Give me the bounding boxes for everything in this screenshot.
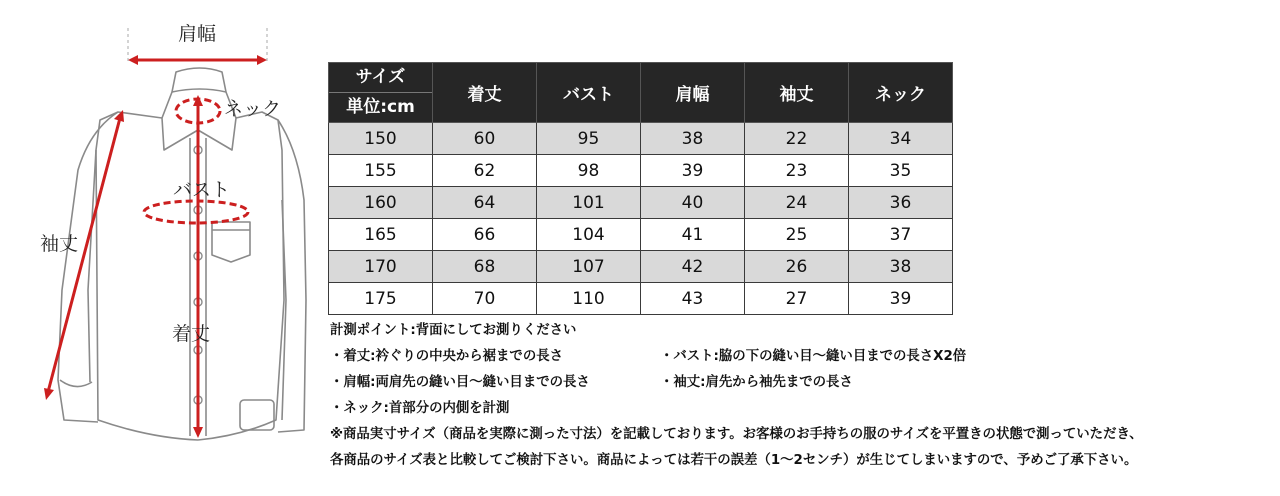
cell-size: 165 [329,219,433,251]
cell-neck: 38 [849,251,953,283]
cell-bust: 110 [537,283,641,315]
note-row-2 [330,370,1270,396]
size-header-label: サイズ [329,63,432,93]
cell-shoulder: 40 [641,187,745,219]
column-header-bust: バスト [537,63,641,123]
column-header-neck: ネック [849,63,953,123]
size-unit-header [329,63,433,123]
note-sleeve: ・袖丈:肩先から袖先までの長さ [660,375,853,390]
table-row [329,123,953,155]
cell-length: 66 [433,219,537,251]
cell-sleeve: 25 [745,219,849,251]
cell-bust: 104 [537,219,641,251]
cell-sleeve: 26 [745,251,849,283]
cell-sleeve: 23 [745,155,849,187]
shoulder-label: 肩幅 [178,23,217,45]
cell-bust: 107 [537,251,641,283]
cell-length: 62 [433,155,537,187]
column-header-shoulder: 肩幅 [641,63,745,123]
table-row [329,187,953,219]
table-row [329,219,953,251]
cell-length: 64 [433,187,537,219]
table-row [329,155,953,187]
measurement-notes [330,318,1270,474]
cell-length: 60 [433,123,537,155]
cell-size: 160 [329,187,433,219]
cell-shoulder: 43 [641,283,745,315]
cell-sleeve: 27 [745,283,849,315]
cell-bust: 95 [537,123,641,155]
note-bust: ・バスト:脇の下の縫い目～縫い目までの長さX2倍 [660,349,967,364]
note-row-1 [330,344,1270,370]
cell-neck: 37 [849,219,953,251]
cell-size: 175 [329,283,433,315]
cell-size: 170 [329,251,433,283]
cell-shoulder: 39 [641,155,745,187]
table-row [329,283,953,315]
cell-neck: 34 [849,123,953,155]
cell-neck: 39 [849,283,953,315]
cell-neck: 35 [849,155,953,187]
unit-label: 単位:cm [346,97,415,117]
cell-shoulder: 38 [641,123,745,155]
cell-size: 155 [329,155,433,187]
shirt-outline [58,68,306,440]
notes-title: 計測ポイント:背面にしてお測りください [330,323,577,338]
neck-label: ネック [224,98,282,120]
disclaimer-line-1: ※商品実寸サイズ（商品を実際に測った寸法）を記載しております。お客様のお手持ちの服のサイズを平置きの状態で測っていただき、 [330,427,1143,442]
cell-sleeve: 24 [745,187,849,219]
cell-length: 70 [433,283,537,315]
bust-label: バスト [173,179,231,201]
cell-length: 68 [433,251,537,283]
size-table [328,62,953,315]
table-row [329,251,953,283]
length-label: 着丈 [172,323,211,345]
cell-shoulder: 42 [641,251,745,283]
note-neck: ・ネック:首部分の内側を計測 [330,401,510,416]
cell-size: 150 [329,123,433,155]
cell-bust: 98 [537,155,641,187]
shirt-measurement-diagram [0,0,320,492]
note-length: ・着丈:衿ぐりの中央から裾までの長さ [330,349,563,364]
column-header-sleeve: 袖丈 [745,63,849,123]
cell-shoulder: 41 [641,219,745,251]
cell-bust: 101 [537,187,641,219]
column-header-length: 着丈 [433,63,537,123]
sleeve-label: 袖丈 [40,233,79,255]
cell-sleeve: 22 [745,123,849,155]
note-shoulder: ・肩幅:両肩先の縫い目～縫い目までの長さ [330,375,590,390]
cell-neck: 36 [849,187,953,219]
disclaimer-line-2: 各商品のサイズ表と比較してご検討下さい。商品によっては若干の誤差（1～2センチ）が生じてしまいますので、予めご了承下さい。 [330,453,1138,468]
